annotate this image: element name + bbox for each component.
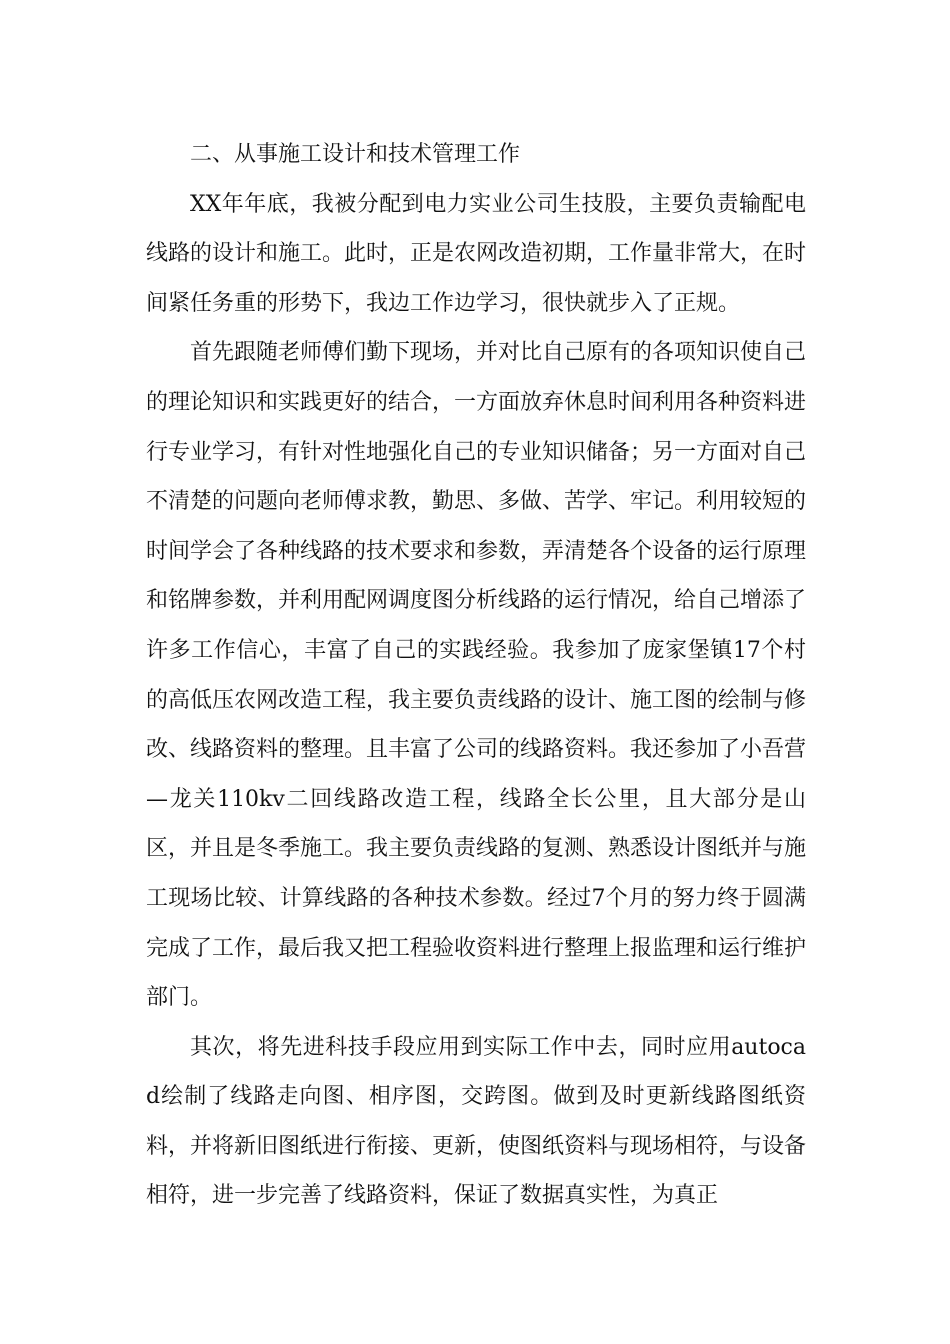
paragraph-assignment: XX年年底，我被分配到电力实业公司生技股，主要负责输配电线路的设计和施工。此时，正是农网改造初期，工作量非常大，在时间紧任务重的形势下，我边工作边学习，很快就步入了正规。 (146, 191, 807, 316)
paragraph-autocad: 其次，将先进科技手段应用到实际工作中去，同时应用autocad绘制了线路走向图、相序图，交跨图。做到及时更新线路图纸资料，并将新旧图纸进行衔接、更新，使图纸资料与现场相符，与设备相符，进一步完善了线路资料，保证了数据真实性，为真正 (146, 1034, 807, 1209)
section-heading: 二、从事施工设计和技术管理工作 (190, 142, 521, 167)
paragraph-field-learning: 首先跟随老师傅们勤下现场，并对比自己原有的各项知识使自己的理论知识和实践更好的结合，一方面放弃休息时间利用各种资料进行专业学习，有针对性地强化自己的专业知识储备；另一方面对自己不清楚的问题向老师傅求教，勤思、多做、苦学、牢记。利用较短的时间学会了各种线路的技术要求和参数，弄清楚各个设备的运行原理和铭牌参数，并利用配网调度图分析线路的运行情况，给自己增添了许多工作信心，丰富了自己的实践经验。我参加了庞家堡镇17个村的高低压农网改造工程，我主要负责线路的设计、施工图的绘制与修改、线路资料的整理。且丰富了公司的线路资料。我还参加了小吾营—龙关110kv二回线路改造工程，线路全长公里，且大部分是山区，并且是冬季施工。我主要负责线路的复测、熟悉设计图纸并与施工现场比较、计算线路的各种技术参数。经过7个月的努力终于圆满完成了工作，最后我又把工程验收资料进行整理上报监理和运行维护部门。 (146, 340, 807, 1011)
document-body (146, 130, 806, 1221)
